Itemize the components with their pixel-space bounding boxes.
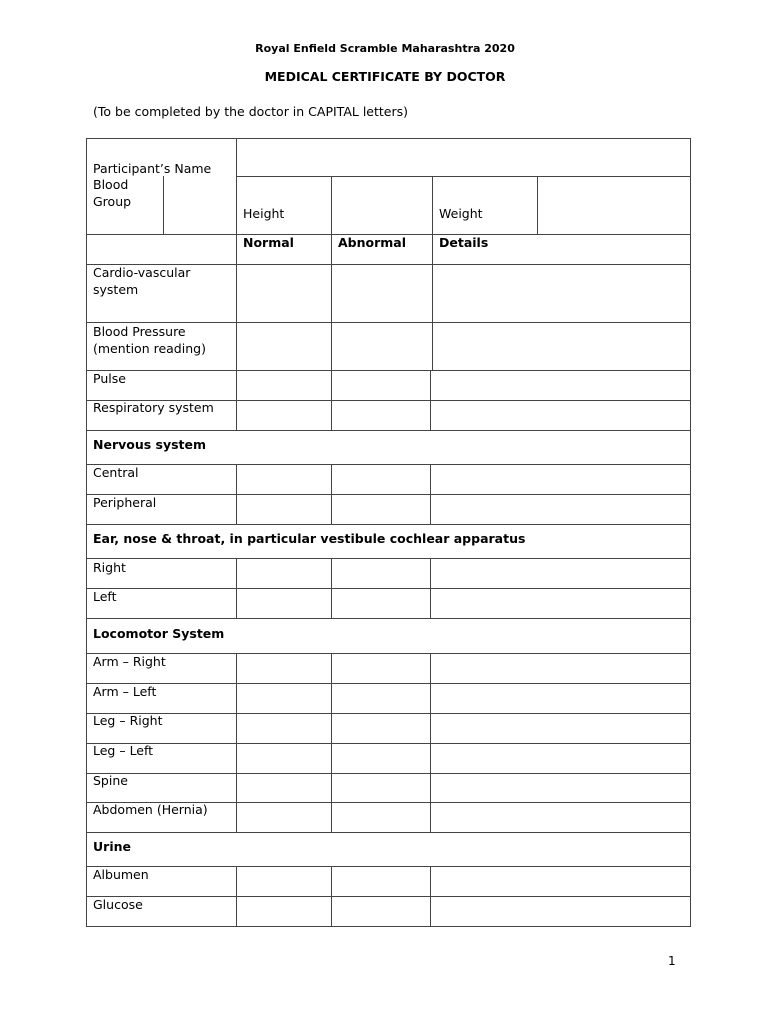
height-label: Height [243,206,285,221]
albumen-details-field[interactable] [431,867,690,896]
peripheral-abnormal-field[interactable] [332,495,430,524]
arm-left-normal-field[interactable] [237,684,331,713]
ent-left-label: Left [93,589,117,604]
leg-right-abnormal-field[interactable] [332,714,430,743]
peripheral-normal-field[interactable] [237,495,331,524]
blood-pressure-details-field[interactable] [433,323,690,370]
document-title: MEDICAL CERTIFICATE BY DOCTOR [264,69,506,84]
respiratory-normal-field[interactable] [237,401,331,430]
albumen-label: Albumen [93,867,149,882]
column-header-abnormal: Abnormal [338,235,407,250]
blood-pressure-abnormal-field[interactable] [332,323,432,370]
leg-right-normal-field[interactable] [237,714,331,743]
ent-right-abnormal-field[interactable] [332,559,430,588]
column-header-normal: Normal [243,235,294,250]
glucose-details-field[interactable] [431,897,690,926]
table-rule [86,926,691,927]
pulse-normal-field[interactable] [237,371,331,400]
central-details-field[interactable] [431,465,690,494]
arm-left-abnormal-field[interactable] [332,684,430,713]
pulse-abnormal-field[interactable] [332,371,430,400]
leg-left-abnormal-field[interactable] [332,744,430,773]
table-rule [432,176,433,235]
ent-right-details-field[interactable] [431,559,690,588]
glucose-normal-field[interactable] [237,897,331,926]
column-header-details: Details [439,235,489,250]
cardio-normal-field[interactable] [237,265,331,322]
cardio-abnormal-field[interactable] [332,265,432,322]
table-rule [236,176,237,235]
instruction-text: (To be completed by the doctor in CAPITAL letters) [93,104,409,119]
glucose-abnormal-field[interactable] [332,897,430,926]
blood-pressure-label: Blood Pressure (mention reading) [93,324,206,356]
ent-heading: Ear, nose & throat, in particular vestibule cochlear apparatus [93,531,526,546]
nervous-system-heading: Nervous system [93,437,207,452]
weight-label: Weight [439,206,483,221]
page-number: 1 [668,954,676,968]
respiratory-label: Respiratory system [93,400,214,415]
arm-right-abnormal-field[interactable] [332,654,430,683]
spine-label: Spine [93,773,128,788]
abdomen-details-field[interactable] [431,803,690,832]
cardio-label: Cardio-vascular system [93,265,191,297]
blood-pressure-normal-field[interactable] [237,323,331,370]
blood-group-label: Blood Group [93,177,132,209]
leg-left-details-field[interactable] [431,744,690,773]
respiratory-abnormal-field[interactable] [332,401,430,430]
peripheral-label: Peripheral [93,495,157,510]
arm-right-normal-field[interactable] [237,654,331,683]
ent-right-normal-field[interactable] [237,559,331,588]
table-rule [690,138,691,927]
albumen-abnormal-field[interactable] [332,867,430,896]
blood-group-field[interactable] [164,177,236,234]
leg-left-label: Leg – Left [93,743,154,758]
table-rule [86,832,691,833]
table-rule [86,430,691,431]
ent-left-normal-field[interactable] [237,589,331,618]
locomotor-heading: Locomotor System [93,626,225,641]
abdomen-label: Abdomen (Hernia) [93,802,208,817]
pulse-details-field[interactable] [431,371,690,400]
respiratory-details-field[interactable] [431,401,690,430]
cardio-details-field[interactable] [433,265,690,322]
table-rule [86,524,691,525]
document-header: Royal Enfield Scramble Maharashtra 2020 [255,42,515,55]
participant-name-field[interactable] [237,139,690,176]
abdomen-normal-field[interactable] [237,803,331,832]
spine-normal-field[interactable] [237,774,331,802]
table-rule [86,618,691,619]
spine-abnormal-field[interactable] [332,774,430,802]
ent-left-details-field[interactable] [431,589,690,618]
leg-right-details-field[interactable] [431,714,690,743]
ent-right-label: Right [93,560,126,575]
arm-left-label: Arm – Left [93,684,157,699]
weight-field[interactable] [538,177,690,234]
ent-left-abnormal-field[interactable] [332,589,430,618]
arm-right-label: Arm – Right [93,654,166,669]
albumen-normal-field[interactable] [237,867,331,896]
participant-name-label: Participant’s Name [93,161,212,176]
table-rule [86,138,87,927]
peripheral-details-field[interactable] [431,495,690,524]
leg-right-label: Leg – Right [93,713,163,728]
central-abnormal-field[interactable] [332,465,430,494]
arm-right-details-field[interactable] [431,654,690,683]
pulse-label: Pulse [93,371,126,386]
glucose-label: Glucose [93,897,143,912]
abdomen-abnormal-field[interactable] [332,803,430,832]
height-field[interactable] [332,177,432,234]
urine-heading: Urine [93,839,131,854]
leg-left-normal-field[interactable] [237,744,331,773]
spine-details-field[interactable] [431,774,690,802]
arm-left-details-field[interactable] [431,684,690,713]
central-normal-field[interactable] [237,465,331,494]
central-label: Central [93,465,139,480]
